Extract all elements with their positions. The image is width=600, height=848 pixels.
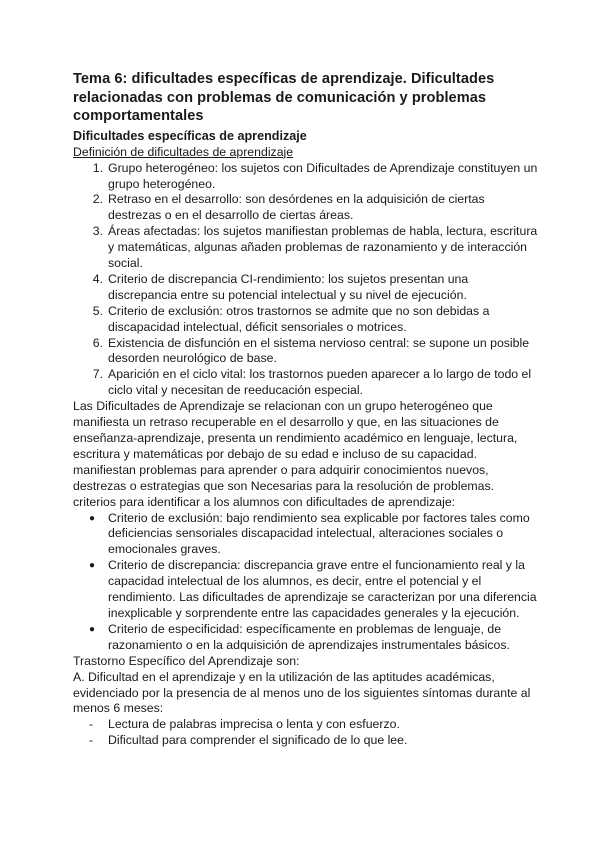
symptom-list	[73, 717, 540, 749]
list-item-text: Criterio de discrepancia CI-rendimiento: los sujetos presentan una discrepancia entre su potencial intelectual y su nivel de ejecución.	[108, 271, 469, 302]
definition-item	[92, 271, 540, 304]
list-item-text: Áreas afectadas: los sujetos manifiestan problemas de habla, lectura, escritura y matemáticas, algunas añaden problemas de razonamiento y de interacción social.	[108, 224, 538, 271]
paragraph: Las Dificultades de Aprendizaje se relacionan con un grupo heterogéneo que manifiesta un retraso recuperable en el desarrollo y que, en las situaciones de enseñanza-aprendizaje, presenta un rendimiento académico en lenguaje, lectura, escritura y matemáticas por debajo de su edad e incluso de su capacidad.	[73, 399, 518, 461]
criteria-item	[89, 510, 540, 559]
definition-item	[92, 303, 540, 336]
list-number: 5.	[92, 303, 103, 318]
bullet-icon: ●	[89, 512, 96, 524]
list-item-text: Grupo heterogéneo: los sujetos con Dificultades de Aprendizaje constituyen un grupo heterogéneo.	[108, 160, 538, 191]
definition-item	[92, 224, 540, 272]
paragraph: manifiestan problemas para aprender o para adquirir conocimientos nuevos, destrezas o estrategias que son Necesarias para la resolución de problemas.	[73, 462, 495, 493]
definition-item	[92, 335, 540, 368]
list-item-text: Aparición en el ciclo vital: los trastornos pueden aparecer a lo largo de todo el ciclo vital y necesitan de reeducación especial.	[108, 367, 532, 398]
subsection-heading: Definición de dificultades de aprendizaje	[73, 144, 294, 159]
dash-icon: -	[89, 733, 94, 748]
bullet-icon: ●	[89, 623, 96, 635]
symptom-item	[89, 717, 540, 733]
dash-icon: -	[89, 717, 94, 732]
section-heading: Dificultades específicas de aprendizaje	[73, 128, 307, 143]
criteria-list	[73, 511, 540, 654]
bullet-icon: ●	[89, 560, 96, 572]
list-number: 7.	[92, 367, 103, 382]
criteria-item	[89, 621, 540, 654]
list-item-text: Dificultad para comprender el significado de lo que lee.	[108, 733, 408, 748]
definition-list	[73, 161, 540, 400]
definition-item	[92, 367, 540, 399]
definition-item	[92, 160, 540, 193]
list-number: 6.	[92, 335, 103, 350]
paragraph: Trastorno Específico del Aprendizaje son:	[73, 653, 300, 668]
document-title: Tema 6: dificultades específicas de aprendizaje. Dificultades relacionadas con problemas de comunicación y problemas comportamentales	[73, 71, 495, 125]
criteria-item	[89, 558, 540, 622]
paragraph: criterios para identificar a los alumnos con dificultades de aprendizaje:	[73, 494, 456, 509]
list-number: 3.	[92, 224, 103, 239]
list-item-text: Criterio de exclusión: bajo rendimiento sea explicable por factores tales como deficiencias sensoriales discapacidad intelectual, alteraciones sociales o emocionales graves.	[108, 510, 530, 557]
list-item-text: Lectura de palabras imprecisa o lenta y con esfuerzo.	[108, 717, 400, 732]
list-item-text: Existencia de disfunción en el sistema nervioso central: se supone un posible desorden neurológico de base.	[108, 335, 530, 366]
list-item-text: Retraso en el desarrollo: son desórdenes en la adquisición de ciertas destrezas o en el desarrollo de ciertas áreas.	[108, 192, 485, 223]
list-number: 2.	[92, 192, 103, 207]
list-item-text: Criterio de discrepancia: discrepancia grave entre el funcionamiento real y la capacidad intelectual de los alumnos, es decir, entre el potencial y el rendimiento. Las dificultades de aprendizaje se caracterizan por una diferencia inexplicable y sorprendente entre las capacidades generales y la ejecución.	[108, 558, 537, 620]
paragraph: A. Dificultad en el aprendizaje y en la utilización de las aptitudes académicas, evidenciado por la presencia de al menos uno de los siguientes síntomas durante al menos 6 meses:	[73, 669, 531, 716]
list-number: 1.	[92, 160, 103, 175]
symptom-item	[89, 733, 540, 749]
list-number: 4.	[92, 271, 103, 286]
list-item-text: Criterio de exclusión: otros trastornos se admite que no son debidas a discapacidad intelectual, déficit sensoriales o motrices.	[108, 303, 490, 334]
definition-item	[92, 192, 540, 224]
list-item-text: Criterio de especificidad: específicamente en problemas de lenguaje, de razonamiento o en la adquisición de aprendizajes instrumentales básicos.	[108, 621, 510, 652]
